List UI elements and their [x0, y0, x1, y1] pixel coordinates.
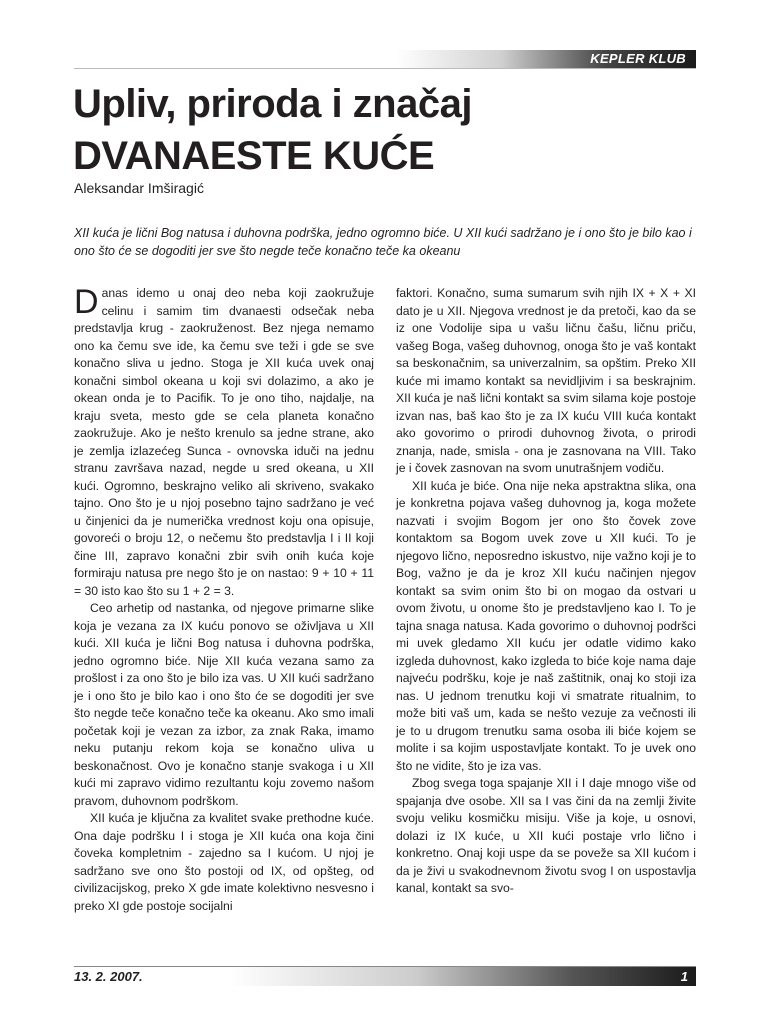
paragraph: XII kuća je biće. Ona nije neka apstraktna slika, ona je konkretna pojava vašeg duhovnog ja, koga možete nazvati i svojim Bogom jer ono što čovek zove kontaktom sa Bogom uvek zove u XII kući. To je njegovo lično, neposredno iskustvo, nije važno koji je to Bog, važno je da je kroz XII kuću načinjen njegov kontakt sa svim onim što bi on mogao da ostvari u ovom životu, u onome što je predstavljeno kao I. To je tajna snaga natusa. Kada govorimo o duhovnoj podršci mi uvek gledamo XII kuću jer odatle vidimo kako izgleda duhovnost, kako izgleda to biće koje nama daje najveću podršku, koje je naš zaštitnik, onaj ko stoji iza nas. U jednom trenutku koji vi smatrate ritualnim, to može biti vaš um, kada se nešto vezuje za večnosti ili je to u drugom trenutku sama osoba ili biće kojem se molite i sa kojim uspostavljate kontakt. To je uvek ono što ne vidite, što je iza vas. [396, 478, 696, 773]
article-lead: XII kuća je lični Bog natusa i duhovna podrška, jedno ogromno biće. U XII kući sadržano je i ono što je bilo kao i ono što će se dogoditi jer sve što negde teče konačno teče ka okeanu [74, 226, 692, 258]
header-bar [396, 50, 696, 68]
footer-divider [74, 966, 696, 967]
paragraph: faktori. Konačno, suma sumarum svih njih IX + X + XI dato je u XII. Njegova vrednost je da pretoči, kao da se iz one Vodolije sipa u vašu ličnu čašu, ličnu priču, vašeg Boga, vašeg duhovnog, onoga što je vaš kontakt sa beskonačnim, sa univerzalnim, sa opštim. Preko XII kuće mi imamo kontakt sa nevidljivim i sa beskrajnim. XII kuća je naš lični kontakt sa svim silama koje postoje izvan nas, baš kao što je za IX kuću VIII kuća kontakt ako govorimo o prirodi duhovnog života, o prirodi znanja, nade, smisla - ona je zasnovana na VIII. Tako je i čovek zasnovan na svom unutrašnjem vodiču. [396, 286, 696, 475]
issue-date: 13. 2. 2007. [74, 969, 143, 984]
magazine-section-label: KEPLER KLUB [590, 51, 686, 66]
paragraph: Zbog svega toga spajanje XII i I daje mnogo više od spajanja dve osobe. XII sa I vas čini da na zemlji živite svoju veliku kosmičku misiju. Više ja koje, u osnovi, dolazi iz IX kuće, u XII kući postaje vrlo lično i konkretno. Onaj koji uspe da se poveže sa XII kućom i da je živi u svakodnevnom životu svog I on uspostavlja kanal, kontakt sa svo- [396, 776, 696, 895]
article-title-line2: DVANAESTE KUĆE [73, 134, 435, 178]
left-column [74, 285, 374, 915]
paragraph: XII kuća je ključna za kvalitet svake prethodne kuće. Ona daje podršku I i stoga je XII kuća ona koja čini čoveka kompletnim - zajedno sa I kućom. U njoj je sadržano sve ono što postoji od IX, od opšteg, od civilizacijskog, preko X gde imate kolektivno nesvesno i preko XI gde postoje socijalni [74, 811, 374, 913]
drop-cap: D [74, 283, 99, 321]
paragraph: Ceo arhetip od nastanka, od njegove primarne slike koja je vezana za IX kuću ponovo se oživljava u XII kući. XII kuća je lični Bog natusa i duhovna podrška, jedno ogromno biće. Nije XII kuća vezana samo za prošlost i za ono što je bilo iza vas. U XII kući sadržano je i ono što je bilo kao i ono što će se dogoditi jer sve što negde teče konačno teče ka okeanu. Ako smo imali početak koji je vezan za izbor, za znak Raka, imamo neku putanju rekom koja se konačno uliva u beskonačnost. Ovo je konačno stanje svakoga i u XII kući mi zapravo vidimo rezultantu koju zovemo našom pravom, duhovnom podrškom. [74, 601, 374, 808]
paragraph [74, 285, 374, 600]
article-title-line1: Upliv, priroda i značaj [73, 82, 472, 126]
page-number: 1 [680, 969, 688, 984]
paragraph-text: anas idemo u onaj deo neba koji zaokružuje celinu i samim tim dvanaesti odsečak neba predstavlja krug - zaokruženost. Bez njega nemamo ono ka čemu sve ide, ka čemu sve teži i gde se sve konačno sliva u jedno. Stoga je XII kuća uvek onaj konačni simbol okeana u koji svi dolazimo, a ako je okean onda je to Pacifik. To je ono tiho, najdalje, na kraju sveta, mesto gde se cela planeta konačno zaokružuje. Ako je nešto krenulo sa jedne strane, ako je zemlja izlazećeg Sunca - ovnovska iduči na jednu stranu završava nazad, negde u sred okeana, u XII kući. Ogromno, beskrajno veliko ali skriveno, svakako tajno. Ono što je u njoj posebno tajno sadržano je već u činjenici da je numerička vrednost koju ona opisuje, govoreći o broju 12, o nečemu što predstavlja I i II koji čine III, zapravo konačni zbir svih onih kuća koje formiraju natusa pre nego što je on nastao: 9 + 10 + 11 = 30 isto kao što su 1 + 2 = 3. [74, 286, 374, 598]
article-author: Aleksandar Imširagić [74, 180, 204, 196]
header-divider [74, 68, 696, 69]
footer-bar [74, 966, 696, 986]
right-column [396, 285, 696, 898]
